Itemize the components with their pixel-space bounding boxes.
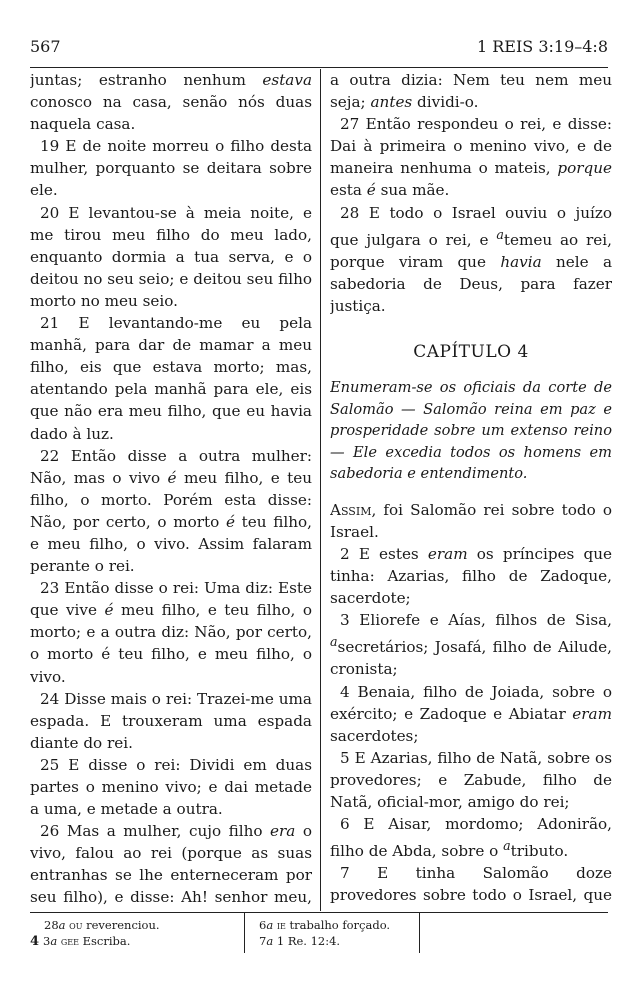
chapter-title: CAPÍTULO 4 [413,342,529,363]
footnote: 28a ou reverenciou. [44,918,160,932]
verse-22: 22 Então disse a outra mulher: Não, mas o vivo é meu filho, e teu filho, o morto. Porém esta disse: Não, por certo, o morto é teu filho, e meu filho, o vivo. Assim falaram perante o rei. [30,446,312,576]
footnote: 4 3a gee Escriba. [30,934,131,949]
footnote-column-3 [419,913,608,953]
verse-5: 5 E Azarias, filho de Natã, sobre os provedores; e Zabude, filho de Natã, oficial-mor, amigo do rei; [330,748,612,811]
footnote-column-2 [244,913,419,953]
verse-23: 23 Então disse o rei: Uma diz: Este que vive é meu filho, e teu filho, o morto; e a outra diz: Não, por certo, o morto é teu filho, e meu filho, o vivo. [30,579,312,686]
verse-6: 6 E Aisar, mordomo; Adonirão, filho de Abda, sobre o $^a$tributo. [330,815,612,861]
verse-7: 7 E tinha Salomão doze provedores sobre todo o Israel, que [330,864,612,905]
verse-25: 25 E disse o rei: Dividi em duas partes o menino vivo; e dai metade a uma, e metade a outra. [30,755,312,819]
verse-21: 21 E levantando-me eu pela manhã, para dar de mamar a meu filho, eis que estava morto; mas, atentando pela manhã para ele, eis que não era meu filho, que eu havia dado à luz. [30,314,312,443]
verse-4: 4 Benaia, filho de Joiada, sobre o exército; e Zadoque e Abiatar eram sacerdotes; [330,682,612,745]
verse-continuation: juntas; estranho nenhum estava conosco na casa, senão nós duas naquela casa. [30,71,312,134]
verse-continuation: a outra dizia: Nem teu nem meu seja; antes dividi-o. [330,71,612,112]
verse-1: Assim, foi Salomão rei sobre todo o Israel. [330,500,612,541]
running-header [30,37,608,68]
column-divider [320,69,321,911]
verse-26: 26 Mas a mulher, cujo filho era o vivo, falou ao rei (porque as suas entranhas se lhe enterneceram por seu filho), e disse: Ah! senhor meu, [30,822,312,907]
footnote: 7a 1 Re. 12:4. [259,934,341,948]
left-column [30,69,312,909]
verse-2: 2 E estes eram os príncipes que tinha: Azarias, filho de Zadoque, sacerdote; [330,544,612,608]
footnote-chapter-number: 4 [30,934,40,949]
verse-27: 27 Então respondeu o rei, e disse: Dai à primeira o menino vivo, e de maneira nenhuma o mateis, porque esta é sua mãe. [330,115,612,200]
verse-24: 24 Disse mais o rei: Trazei-me uma espada. E trouxeram uma espada diante do rei. [30,689,312,752]
verse-19: 19 E de noite morreu o filho desta mulher, porquanto se deitara sobre ele. [30,137,312,200]
footnotes [30,913,608,953]
right-column [330,69,612,909]
chapter-summary: Enumeram-se os oficiais da corte de Salomão — Salomão reina em paz e prosperidade sobre um extenso reino — Ele excedia todos os homens em sabedoria e entendimento. [330,379,612,483]
verse-28: 28 E todo o Israel ouviu o juízo que julgara o rei, e $^a$temeu ao rei, porque viram que havia nele a sabedoria de Deus, para fazer justiça. [330,203,612,315]
running-title: 1 REIS 3:19–4:8 [476,37,608,56]
verse-3: 3 Eliorefe e Aías, filhos de Sisa, $^a$secretários; Josafá, filho de Ailude, cronista; [330,611,612,679]
footnote: 6a ie trabalho forçado. [259,918,391,932]
page-number: 567 [30,37,61,56]
footnote-column-1 [30,913,244,953]
verse-20: 20 E levantou-se à meia noite, e me tirou meu filho do meu lado, enquanto dormia a tua serva, e o deitou no seu seio; e deitou seu filho morto no meu seio. [30,203,312,310]
